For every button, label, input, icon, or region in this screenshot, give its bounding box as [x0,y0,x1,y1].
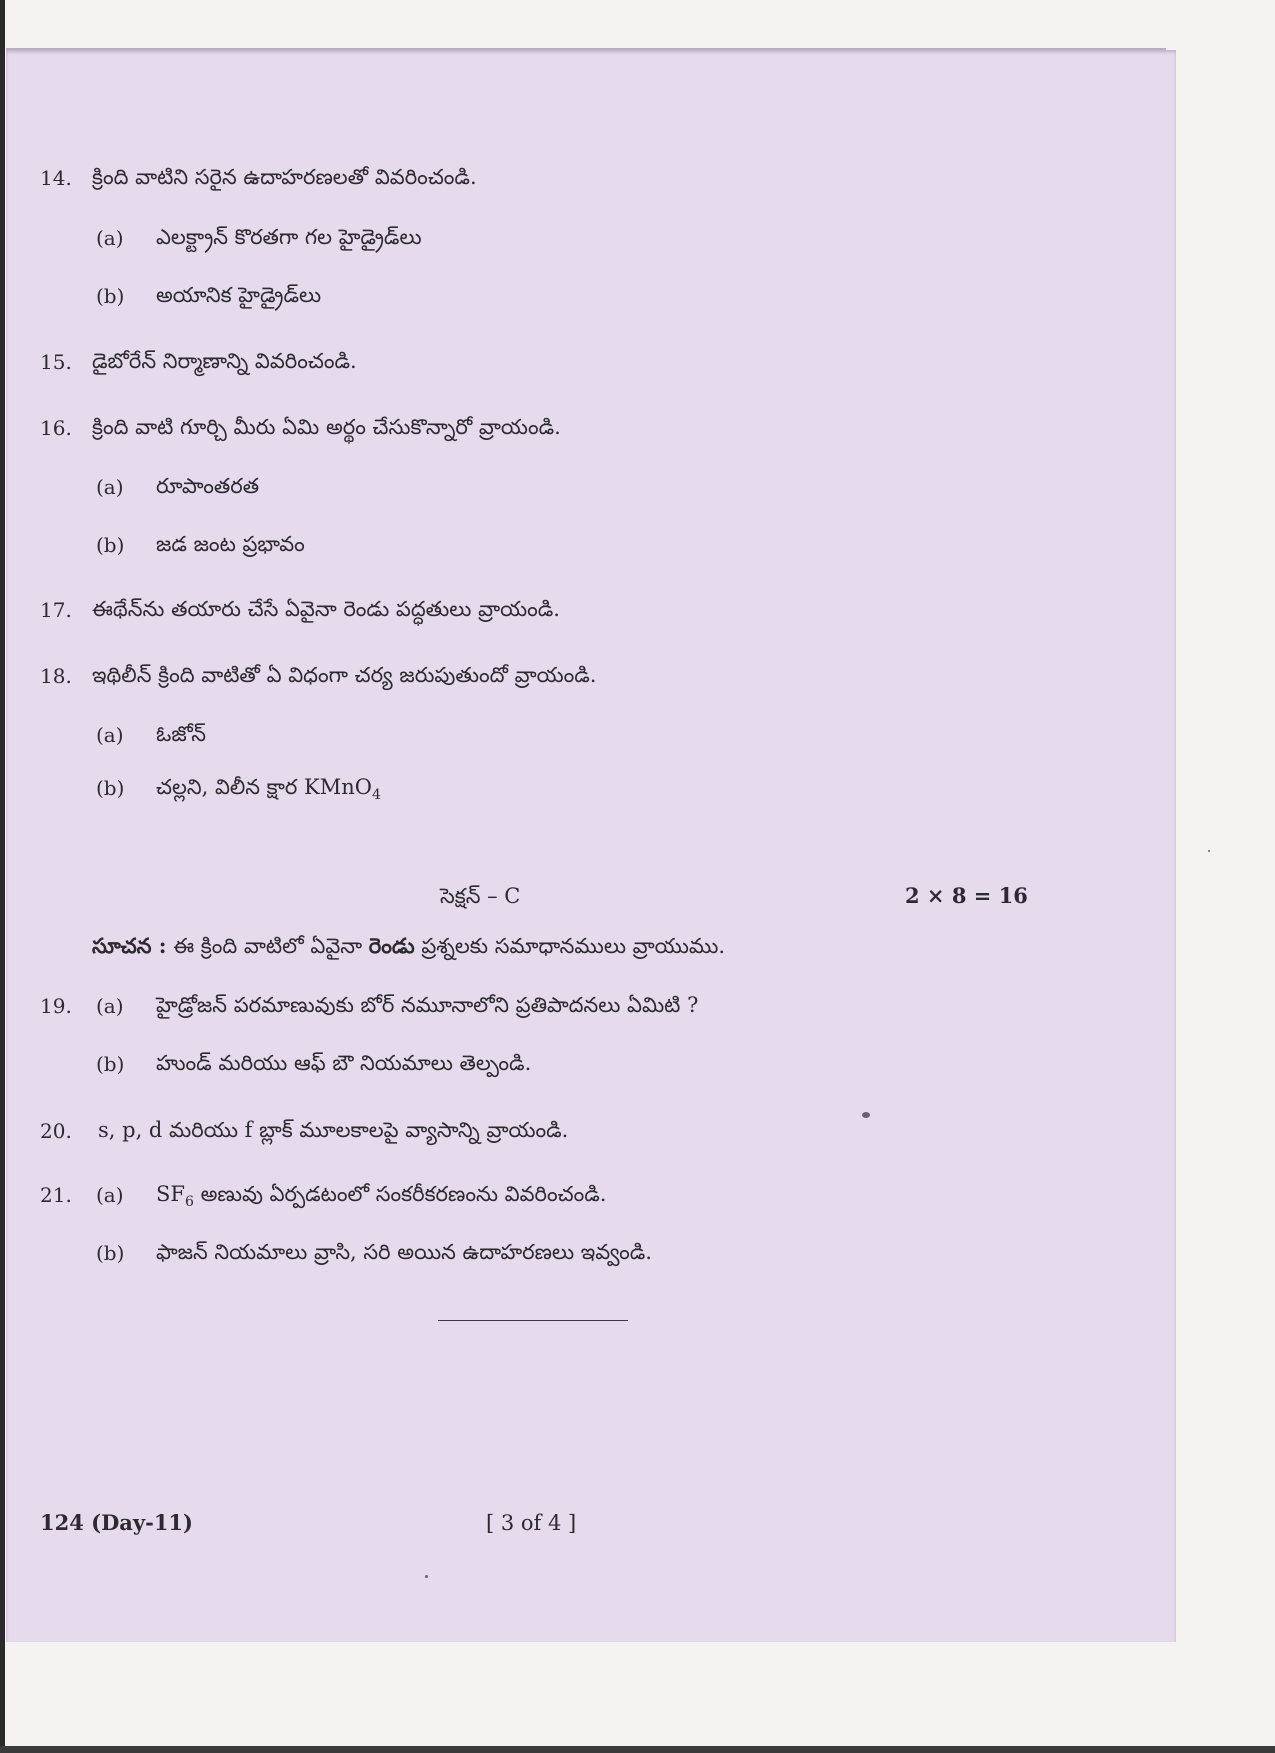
scan-speck [1208,850,1210,852]
question-21a-subscript: 6 [184,1194,194,1211]
question-21a-pre: SF [156,1182,185,1206]
question-18-number: 18. [40,664,72,688]
question-20-number: 20. [40,1119,72,1143]
question-16a-label: (a) [96,475,124,499]
end-rule [438,1320,628,1321]
question-19a-text: హైడ్రోజన్ పరమాణువుకు బోర్ నమూనాలోని ప్రతిపాదనలు ఏమిటి ? [156,993,699,1017]
question-18b-subscript: 4 [371,787,381,804]
question-21a-text [156,1180,606,1216]
question-19-number: 19. [40,994,72,1018]
question-18b-main: చల్లని, విలీన క్షార KMnO [156,775,372,799]
scan-speck [862,1112,870,1118]
instruction-line [92,932,725,960]
question-18-text: ఇథిలీన్ క్రింది వాటితో ఏ విధంగా చర్య జరుపుతుందో వ్రాయండి. [92,663,597,687]
question-16b-label: (b) [96,533,125,557]
question-20-text: s, p, d మరియు f బ్లాక్ మూలకాలపై వ్యాసాన్ని వ్రాయండి. [98,1118,569,1142]
question-14b-text: అయానిక హైడ్రైడ్‌లు [156,283,322,307]
question-15-number: 15. [40,350,72,374]
section-marks: 2 × 8 = 16 [905,883,1028,908]
paper-code: 124 (Day-11) [40,1510,193,1535]
section-title: సెక్షన్ – C [440,884,521,908]
question-18b-text [156,773,381,809]
question-19b-label: (b) [96,1052,125,1076]
question-16a-text: రూపాంతరత [156,474,260,498]
question-14-text: క్రింది వాటిని సరైన ఉదాహరణలతో వివరించండి. [92,165,477,189]
question-14-number: 14. [40,166,72,190]
scan-speck [425,1575,428,1578]
question-17-text: ఈథేన్‌ను తయారు చేసే ఏవైనా రెండు పద్ధతులు వ్రాయండి. [92,597,560,621]
question-16b-text: జడ జంట ప్రభావం [156,532,305,556]
question-17-number: 17. [40,598,72,622]
question-21b-label: (b) [96,1241,125,1265]
question-19b-text: హుండ్ మరియు ఆఫ్ బౌ నియమాలు తెల్పండి. [156,1051,532,1075]
question-21-number: 21. [40,1183,72,1207]
question-19a-label: (a) [96,994,124,1018]
question-18b-label: (b) [96,776,125,800]
instruction-label: సూచన : [92,933,167,958]
instruction-text: ఈ క్రింది వాటిలో ఏవైనా [173,934,363,958]
question-21a-label: (a) [96,1183,124,1207]
question-16-number: 16. [40,416,72,440]
instruction-emphasis: రెండు [368,933,415,958]
scan-edge-bottom [0,1746,1275,1753]
scan-edge [0,0,5,1753]
question-14b-label: (b) [96,284,125,308]
page-number: [ 3 of 4 ] [486,1511,577,1535]
question-18a-label: (a) [96,723,124,747]
question-16-text: క్రింది వాటి గూర్చి మీరు ఏమి అర్థం చేసుకొన్నారో వ్రాయండి. [92,415,561,439]
question-14a-text: ఎలక్ట్రాన్ కొరతగా గల హైడ్రైడ్‌లు [156,225,422,249]
question-15-text: డైబోరేన్ నిర్మాణాన్ని వివరించండి. [92,349,357,373]
question-18a-text: ఓజోన్ [156,722,207,746]
question-21a-post: అణువు ఏర్పడటంలో సంకరీకరణంను వివరించండి. [193,1182,607,1206]
question-21b-text: ఫాజన్ నియమాలు వ్రాసి, సరి అయిన ఉదాహరణలు ఇవ్వండి. [156,1240,652,1264]
instruction-text-post: ప్రశ్నలకు సమాధానములు వ్రాయుము. [421,934,726,958]
question-14a-label: (a) [96,226,124,250]
